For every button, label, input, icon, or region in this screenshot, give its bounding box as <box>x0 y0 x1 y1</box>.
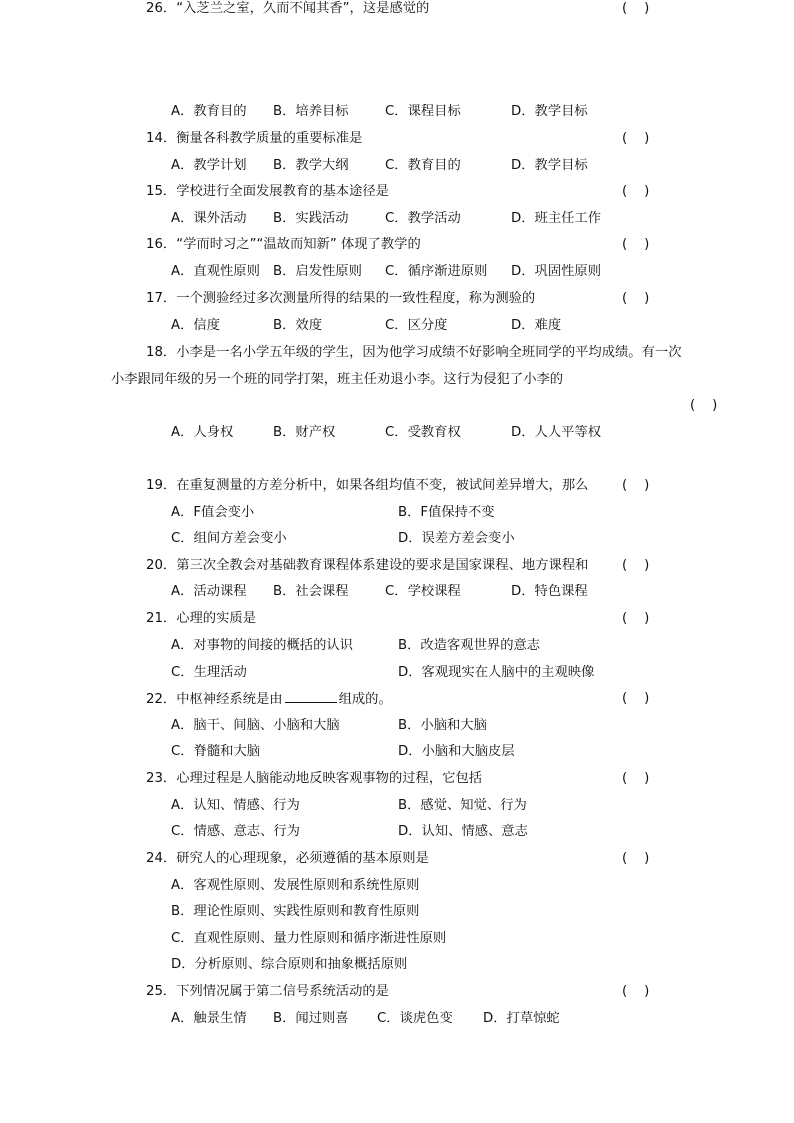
question-text: 15．学校进行全面发展教育的基本途径是 <box>146 184 389 199</box>
answer-bracket[interactable]: ( ) <box>622 291 650 306</box>
answer-bracket[interactable]: ( ) <box>622 558 650 573</box>
answer-bracket[interactable]: ( ) <box>622 184 650 199</box>
answer-option: D．误差方差会变小 <box>398 531 515 546</box>
answer-option: D．特色课程 <box>511 584 588 599</box>
answer-option: C．受教育权 <box>385 425 461 440</box>
answer-bracket[interactable]: ( ) <box>622 851 650 866</box>
answer-option: B．F值保持不变 <box>398 505 495 520</box>
answer-option: B．感觉、知觉、行为 <box>398 798 527 813</box>
answer-bracket[interactable]: ( ) <box>622 237 650 252</box>
answer-option: A．对事物的间接的概括的认识 <box>171 638 353 653</box>
answer-option: A．教学计划 <box>171 158 247 173</box>
question-text: 26．“入芝兰之室，久而不闻其香”，这是感觉的 <box>146 1 430 16</box>
answer-option: A．客观性原则、发展性原则和系统性原则 <box>171 878 420 893</box>
answer-option: C．循序渐进原则 <box>385 264 488 279</box>
answer-option: D．教学目标 <box>511 104 588 119</box>
answer-option: D．打草惊蛇 <box>483 1011 560 1026</box>
answer-option: A．信度 <box>171 318 220 333</box>
answer-option: B．教学大纲 <box>273 158 349 173</box>
answer-bracket[interactable]: ( ) <box>622 771 650 786</box>
answer-option: B．闻过则喜 <box>273 1011 349 1026</box>
question-text: 19．在重复测量的方差分析中，如果各组均值不变，被试间差异增大，那么 <box>146 478 589 493</box>
question-text: 25．下列情况属于第二信号系统活动的是 <box>146 984 389 999</box>
fill-in-blank[interactable] <box>285 690 337 703</box>
answer-option: A．活动课程 <box>171 584 247 599</box>
question-text <box>146 690 392 709</box>
question-text: 21．心理的实质是 <box>146 611 256 626</box>
question-text: 17．一个测验经过多次测量所得的结果的一致性程度，称为测验的 <box>146 291 536 306</box>
answer-option: A．认知、情感、行为 <box>171 798 300 813</box>
answer-option: D．客观现实在人脑中的主观映像 <box>398 665 595 680</box>
answer-option: D．教学目标 <box>511 158 588 173</box>
answer-option: D．小脑和大脑皮层 <box>398 744 515 759</box>
answer-bracket[interactable]: ( ) <box>690 398 718 413</box>
answer-option: D．分析原则、综合原则和抽象概括原则 <box>171 957 408 972</box>
answer-bracket[interactable]: ( ) <box>622 691 650 706</box>
answer-option: C．学校课程 <box>385 584 461 599</box>
answer-bracket[interactable]: ( ) <box>622 131 650 146</box>
answer-option: C．区分度 <box>385 318 448 333</box>
answer-option: C．课程目标 <box>385 104 461 119</box>
question-text-end: 组成的。 <box>338 692 392 707</box>
answer-option: D．班主任工作 <box>511 211 602 226</box>
answer-option: C．直观性原则、量力性原则和循序渐进性原则 <box>171 931 447 946</box>
answer-option: A．触景生情 <box>171 1011 247 1026</box>
question-text: 18．小李是一名小学五年级的学生，因为他学习成绩不好影响全班同学的平均成绩。有一次 <box>146 345 682 360</box>
answer-option: B．改造客观世界的意志 <box>398 638 541 653</box>
answer-option: A．F值会变小 <box>171 505 255 520</box>
answer-option: A．课外活动 <box>171 211 247 226</box>
answer-option: C．生理活动 <box>171 665 247 680</box>
answer-option: B．财产权 <box>273 425 336 440</box>
question-text: 23．心理过程是人脑能动地反映客观事物的过程，它包括 <box>146 771 483 786</box>
answer-option: C．教学活动 <box>385 211 461 226</box>
answer-option: A．教育目的 <box>171 104 247 119</box>
answer-option: C．谈虎色变 <box>377 1011 453 1026</box>
answer-bracket[interactable]: ( ) <box>622 478 650 493</box>
answer-option: B．社会课程 <box>273 584 349 599</box>
answer-bracket[interactable]: ( ) <box>622 611 650 626</box>
answer-option: C．组间方差会变小 <box>171 531 287 546</box>
question-text: 14．衡量各科教学质量的重要标准是 <box>146 131 363 146</box>
answer-option: A．脑干、间脑、小脑和大脑 <box>171 718 340 733</box>
answer-option: A．直观性原则 <box>171 264 260 279</box>
answer-option: D．难度 <box>511 318 562 333</box>
question-text: 16．“学而时习之”“温故而知新” 体现了教学的 <box>146 237 421 252</box>
answer-option: C．情感、意志、行为 <box>171 824 300 839</box>
answer-option: C．脊髓和大脑 <box>171 744 261 759</box>
answer-option: D．认知、情感、意志 <box>398 824 528 839</box>
answer-option: B．启发性原则 <box>273 264 362 279</box>
question-text: 20．第三次全教会对基础教育课程体系建设的要求是国家课程、地方课程和 <box>146 558 589 573</box>
answer-option: B．实践活动 <box>273 211 349 226</box>
answer-option: B．培养目标 <box>273 104 349 119</box>
answer-option: C．教育目的 <box>385 158 461 173</box>
answer-option: B．理论性原则、实践性原则和教育性原则 <box>171 904 420 919</box>
answer-option: D．巩固性原则 <box>511 264 602 279</box>
answer-bracket[interactable]: ( ) <box>622 1 650 16</box>
question-text-continued: 小李跟同年级的另一个班的同学打架，班主任劝退小李。这行为侵犯了小李的 <box>111 372 564 387</box>
question-text: 24．研究人的心理现象，必须遵循的基本原则是 <box>146 851 429 866</box>
answer-option: D．人人平等权 <box>511 425 602 440</box>
question-text-start: 22．中枢神经系统是由 <box>146 692 283 707</box>
answer-bracket[interactable]: ( ) <box>622 984 650 999</box>
answer-option: B．小脑和大脑 <box>398 718 487 733</box>
answer-option: B．效度 <box>273 318 323 333</box>
answer-option: A．人身权 <box>171 425 234 440</box>
